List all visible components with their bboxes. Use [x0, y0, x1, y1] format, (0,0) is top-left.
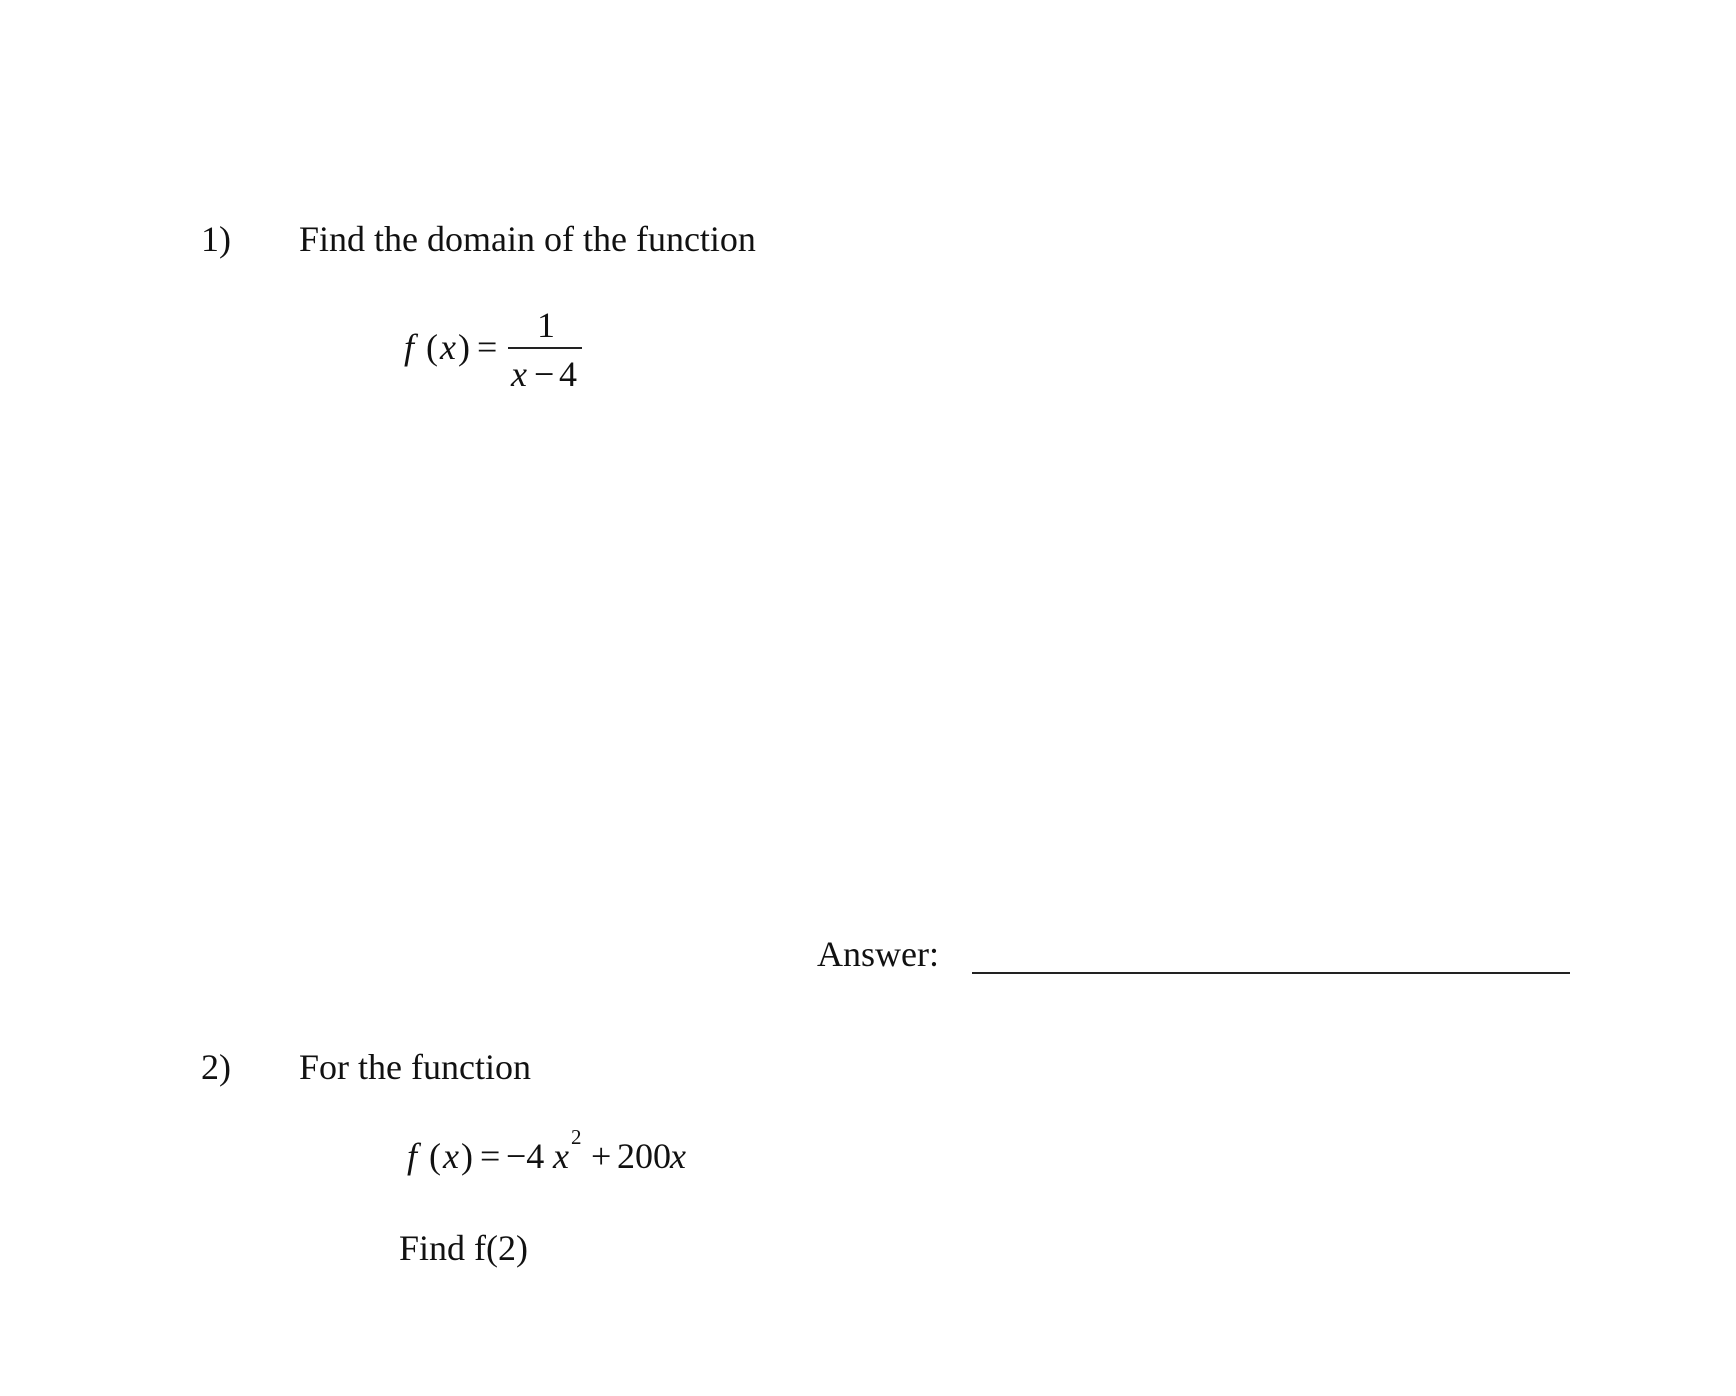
- question-1-number: 1): [201, 219, 231, 259]
- question-1-prompt: Find the domain of the function: [299, 219, 756, 259]
- formula-1-f: f: [404, 327, 415, 367]
- formula-2-close-paren: ): [461, 1136, 473, 1176]
- formula-1-open-paren: (: [426, 327, 438, 367]
- question-2-instruction: Find f(2): [399, 1228, 528, 1268]
- formula-2-plus: +: [591, 1136, 612, 1176]
- answer-label: Answer:: [817, 934, 939, 974]
- formula-2-exponent: 2: [571, 1125, 582, 1149]
- formula-2-f: f: [407, 1136, 418, 1176]
- formula-1-denominator-number: 4: [559, 354, 577, 394]
- question-2-number: 2): [201, 1047, 231, 1087]
- answer-line[interactable]: [972, 972, 1570, 974]
- formula-2-term2-coefficient: 200: [617, 1136, 671, 1176]
- formula-2-term1-variable: x: [553, 1136, 569, 1176]
- formula-2-term2-variable: x: [670, 1136, 686, 1176]
- formula-2-open-paren: (: [429, 1136, 441, 1176]
- formula-2-term1-coefficient: −4: [506, 1136, 545, 1176]
- formula-2-x: x: [443, 1136, 459, 1176]
- formula-1-x: x: [440, 327, 456, 367]
- formula-1-numerator: 1: [537, 305, 555, 345]
- formula-2-equals: =: [480, 1136, 501, 1176]
- formula-1-close-paren: ): [458, 327, 470, 367]
- question-2-prompt: For the function: [299, 1047, 531, 1087]
- formula-1-denominator-x: x: [511, 354, 527, 394]
- formula-1-fraction-bar: [508, 347, 582, 349]
- formula-1-equals: =: [477, 327, 498, 367]
- formula-1-denominator-minus: −: [534, 354, 555, 394]
